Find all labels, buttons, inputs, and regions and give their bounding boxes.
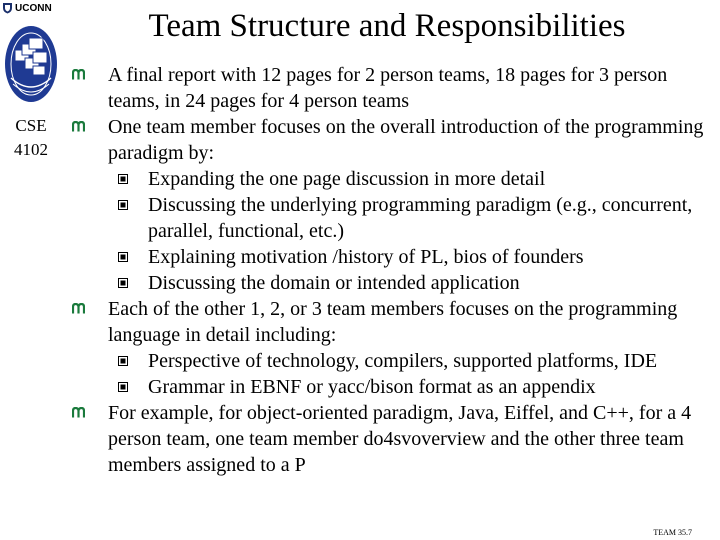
sub-bullet-item	[72, 166, 718, 192]
sub-bullet-text: Discussing the domain or intended application	[148, 272, 520, 294]
bullet-item	[72, 114, 718, 166]
sub-bullet-item	[72, 270, 718, 296]
sub-bullet-text: Perspective of technology, compilers, supported platforms, IDE	[148, 350, 658, 372]
square-bullet-icon	[118, 278, 128, 288]
course-code-line2: 4102	[14, 140, 48, 159]
bullet-text: One team member focuses on the overall introduction of the programming paradigm by:	[108, 116, 704, 164]
sub-bullet-text: Discussing the underlying programming paradigm (e.g., concurrent, parallel, functional, etc.)	[148, 194, 693, 242]
cse-department-logo-icon	[3, 20, 59, 104]
uconn-seal-icon	[2, 2, 13, 14]
uconn-text: UCONN	[15, 2, 52, 14]
course-code	[0, 114, 62, 162]
sub-bullet-item	[72, 192, 718, 244]
slide-number: TEAM 35.7	[653, 528, 692, 537]
course-code-line1: CSE	[15, 116, 47, 135]
sub-bullet-item	[72, 244, 718, 270]
m-bullet-icon	[72, 303, 85, 314]
bullet-text: Each of the other 1, 2, or 3 team members focuses on the programming language in detail including:	[108, 298, 678, 346]
square-bullet-icon	[118, 174, 128, 184]
bullet-item	[72, 296, 718, 348]
bullet-item	[72, 62, 718, 114]
bullet-item	[72, 400, 718, 478]
m-bullet-icon	[72, 407, 85, 418]
bullet-text: A final report with 12 pages for 2 person teams, 18 pages for 3 person teams, in 24 pages for 4 person teams	[108, 64, 668, 112]
square-bullet-icon	[118, 200, 128, 210]
bullet-text: For example, for object-oriented paradigm, Java, Eiffel, and C++, for a 4 person team, one team member do4svoverview and the other three team members assigned to a P	[108, 402, 692, 476]
uconn-brand	[2, 1, 58, 15]
slide-content	[72, 62, 718, 478]
square-bullet-icon	[118, 356, 128, 366]
sub-bullet-item	[72, 374, 718, 400]
m-bullet-icon	[72, 121, 85, 132]
sidebar	[0, 0, 62, 540]
sub-bullet-text: Expanding the one page discussion in more detail	[148, 168, 546, 190]
sub-bullet-text: Grammar in EBNF or yacc/bison format as an appendix	[148, 376, 596, 398]
square-bullet-icon	[118, 382, 128, 392]
slide-title: Team Structure and Responsibilities	[148, 8, 626, 44]
sub-bullet-item	[72, 348, 718, 374]
m-bullet-icon	[72, 69, 85, 80]
square-bullet-icon	[118, 252, 128, 262]
sub-bullet-text: Explaining motivation /history of PL, bios of founders	[148, 246, 584, 268]
